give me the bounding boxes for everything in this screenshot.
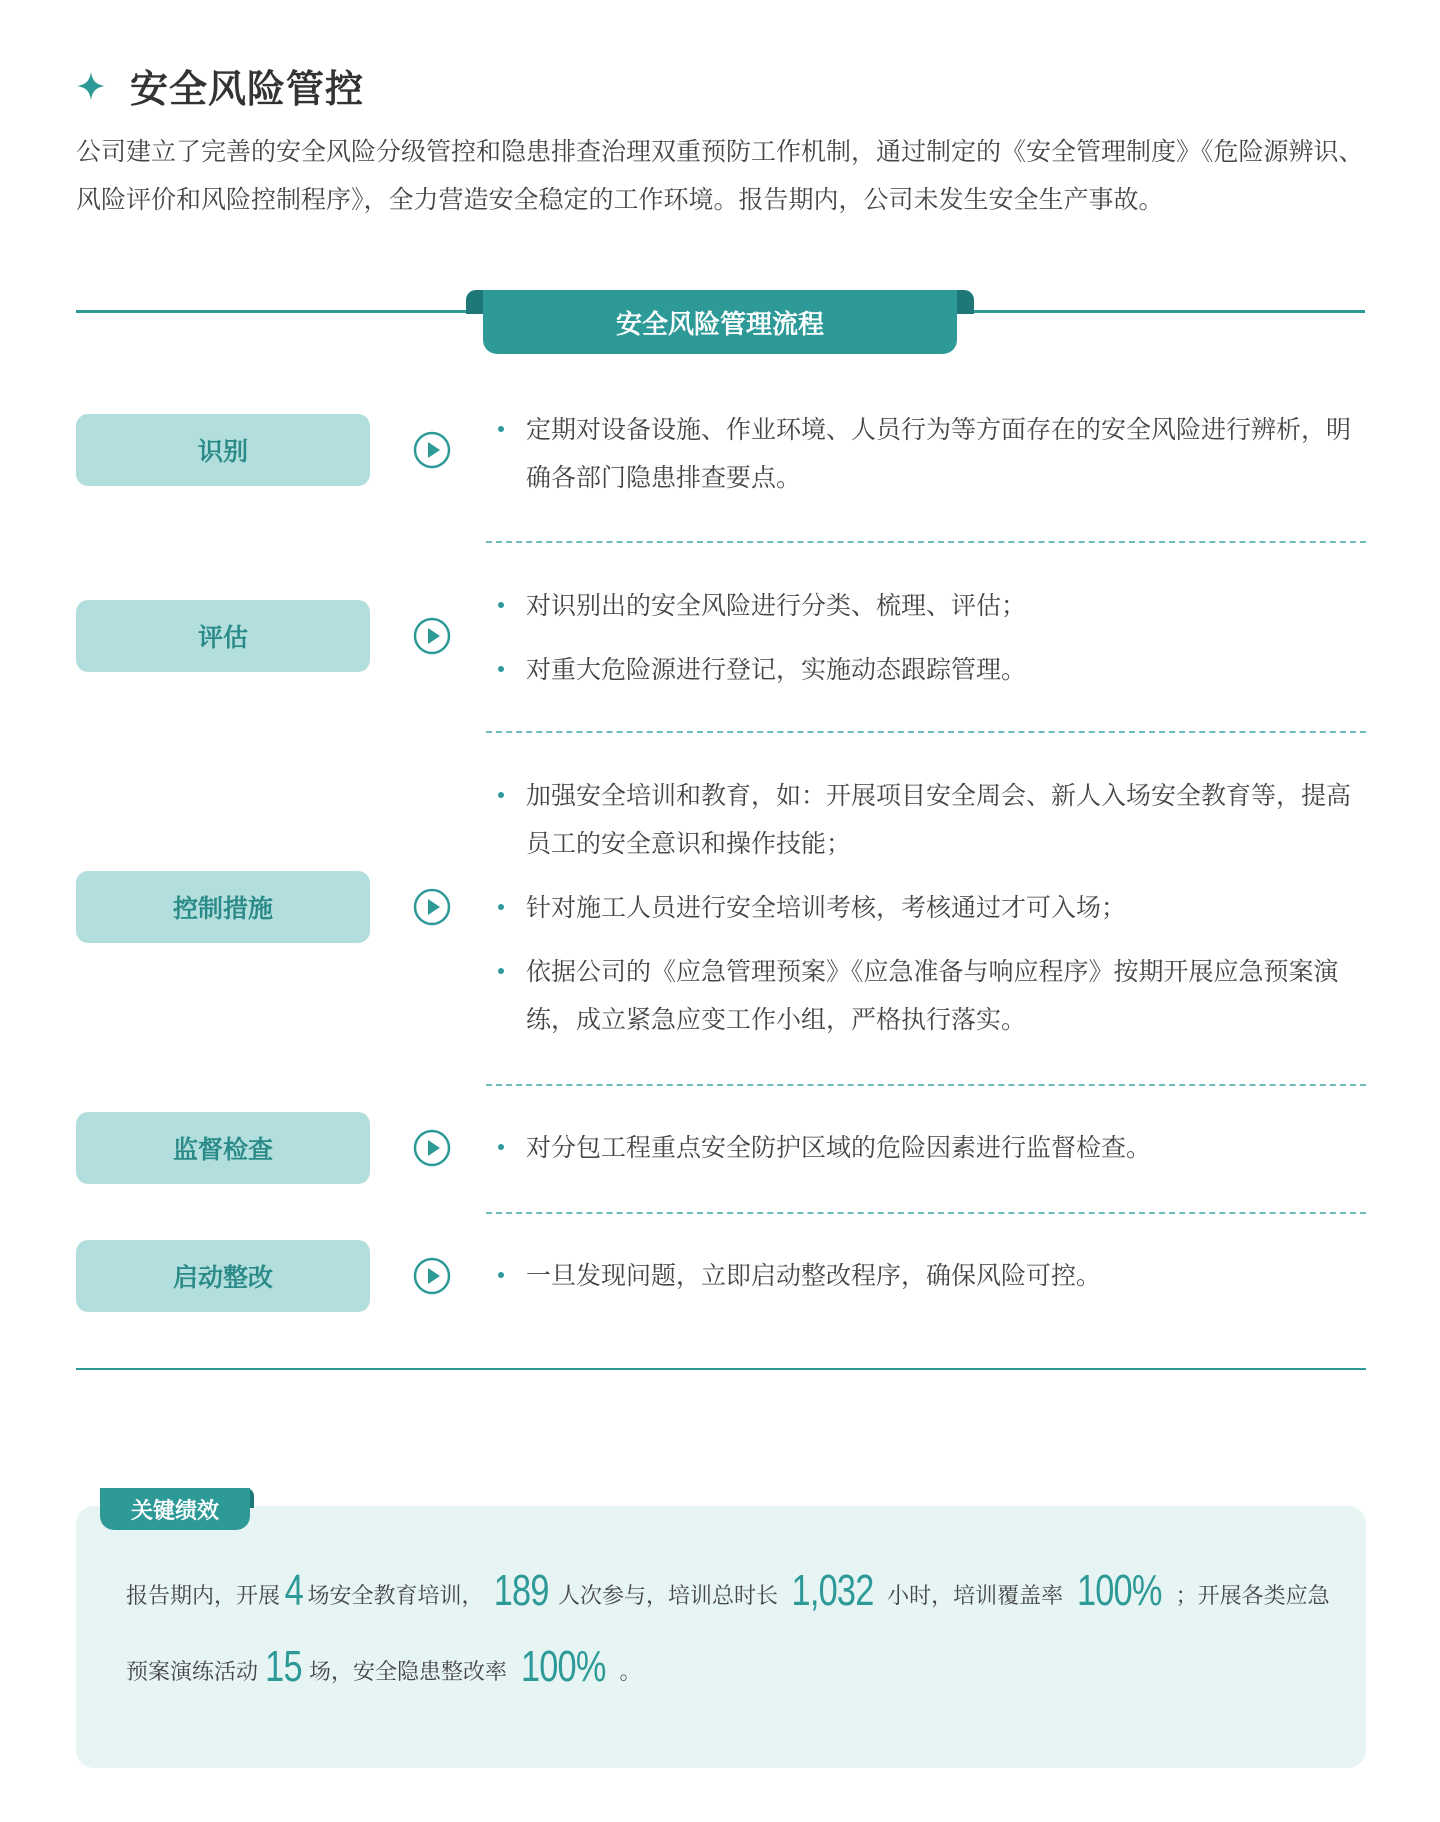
bullet-dot xyxy=(498,602,504,608)
kpi-coverage-rate: 100% xyxy=(1077,1566,1162,1615)
list-item xyxy=(492,406,1367,502)
top-rule-right xyxy=(964,310,1365,313)
play-circle-icon xyxy=(412,430,452,470)
list-item xyxy=(492,948,1367,1044)
bullet-dot xyxy=(498,426,504,432)
list-item-text: 针对施工人员进行安全培训考核，考核通过才可入场； xyxy=(526,893,1127,922)
kpi-text-part: 报告期内，开展 xyxy=(126,1584,281,1609)
list-item xyxy=(492,772,1367,868)
stage-evaluate-list xyxy=(492,582,1367,694)
stage-divider xyxy=(486,1084,1366,1086)
stage-control-list xyxy=(492,772,1367,1044)
intro-paragraph: 公司建立了完善的安全风险分级管控和隐患排查治理双重预防工作机制，通过制定的《安全管理制度》《危险源辨识、风险评价和风险控制程序》，全力营造安全稳定的工作环境。报告期内，公司未发生安全生产事故。 xyxy=(76,137,1364,214)
kpi-drills: 15 xyxy=(265,1642,302,1691)
kpi-training-hours: 1,032 xyxy=(791,1566,874,1615)
kpi-training-sessions: 4 xyxy=(284,1566,303,1615)
banner-fold-right xyxy=(954,290,974,314)
kpi-text-part: 。 xyxy=(619,1660,642,1685)
top-rule-left xyxy=(76,310,476,313)
four-point-star-icon xyxy=(76,71,106,101)
bullet-dot xyxy=(498,666,504,672)
list-item xyxy=(492,646,1367,694)
list-item xyxy=(492,1252,1367,1300)
stage-divider xyxy=(486,541,1366,543)
stage-divider xyxy=(486,1212,1366,1214)
stage-label-identify: 识别 xyxy=(76,414,370,486)
list-item-text: 依据公司的《应急管理预案》《应急准备与响应程序》按期开展应急预案演练，成立紧急应变工作小组，严格执行落实。 xyxy=(526,957,1339,1034)
kpi-text xyxy=(126,1556,1346,1708)
list-item xyxy=(492,582,1367,630)
stage-identify-list xyxy=(492,406,1367,502)
list-item-text: 加强安全培训和教育，如：开展项目安全周会、新人入场安全教育等，提高员工的安全意识和操作技能； xyxy=(526,781,1352,858)
play-circle-icon xyxy=(412,1128,452,1168)
bottom-rule xyxy=(76,1368,1366,1370)
play-circle-icon xyxy=(412,616,452,656)
stage-label-evaluate: 评估 xyxy=(76,600,370,672)
play-circle-icon xyxy=(412,1256,452,1296)
bullet-dot xyxy=(498,968,504,974)
list-item-text: 对分包工程重点安全防护区域的危险因素进行监督检查。 xyxy=(526,1133,1152,1162)
stage-rectify-list xyxy=(492,1252,1367,1300)
process-banner: 安全风险管理流程 xyxy=(483,290,957,354)
bullet-dot xyxy=(498,1272,504,1278)
section-title: 安全风险管控 xyxy=(130,67,365,111)
stage-label-supervise: 监督检查 xyxy=(76,1112,370,1184)
list-item-text: 定期对设备设施、作业环境、人员行为等方面存在的安全风险进行辨析，明确各部门隐患排查要点。 xyxy=(526,415,1352,492)
kpi-text-part: 场，安全隐患整改率 xyxy=(308,1660,507,1685)
kpi-tag: 关键绩效 xyxy=(100,1488,250,1530)
section-header xyxy=(76,58,364,113)
stage-divider xyxy=(486,731,1366,733)
bullet-dot xyxy=(498,904,504,910)
kpi-text-part: 小时，培训覆盖率 xyxy=(887,1584,1064,1609)
play-circle-icon xyxy=(412,887,452,927)
kpi-text-part: 场安全教育培训， xyxy=(307,1584,484,1609)
list-item-text: 对重大危险源进行登记，实施动态跟踪管理。 xyxy=(526,655,1027,684)
kpi-rectification-rate: 100% xyxy=(520,1642,606,1691)
list-item xyxy=(492,1124,1367,1172)
stage-label-rectify: 启动整改 xyxy=(76,1240,370,1312)
list-item-text: 一旦发现问题，立即启动整改程序，确保风险可控。 xyxy=(526,1261,1102,1290)
kpi-participants: 189 xyxy=(493,1566,549,1615)
bullet-dot xyxy=(498,792,504,798)
stage-supervise-list xyxy=(492,1124,1367,1172)
list-item xyxy=(492,884,1367,932)
kpi-text-part: ；开展各类应急预案演练活动 xyxy=(126,1584,1330,1685)
list-item-text: 对识别出的安全风险进行分类、梳理、评估； xyxy=(526,591,1027,620)
stage-label-control: 控制措施 xyxy=(76,871,370,943)
kpi-text-part: 人次参与，培训总时长 xyxy=(557,1584,778,1609)
bullet-dot xyxy=(498,1144,504,1150)
